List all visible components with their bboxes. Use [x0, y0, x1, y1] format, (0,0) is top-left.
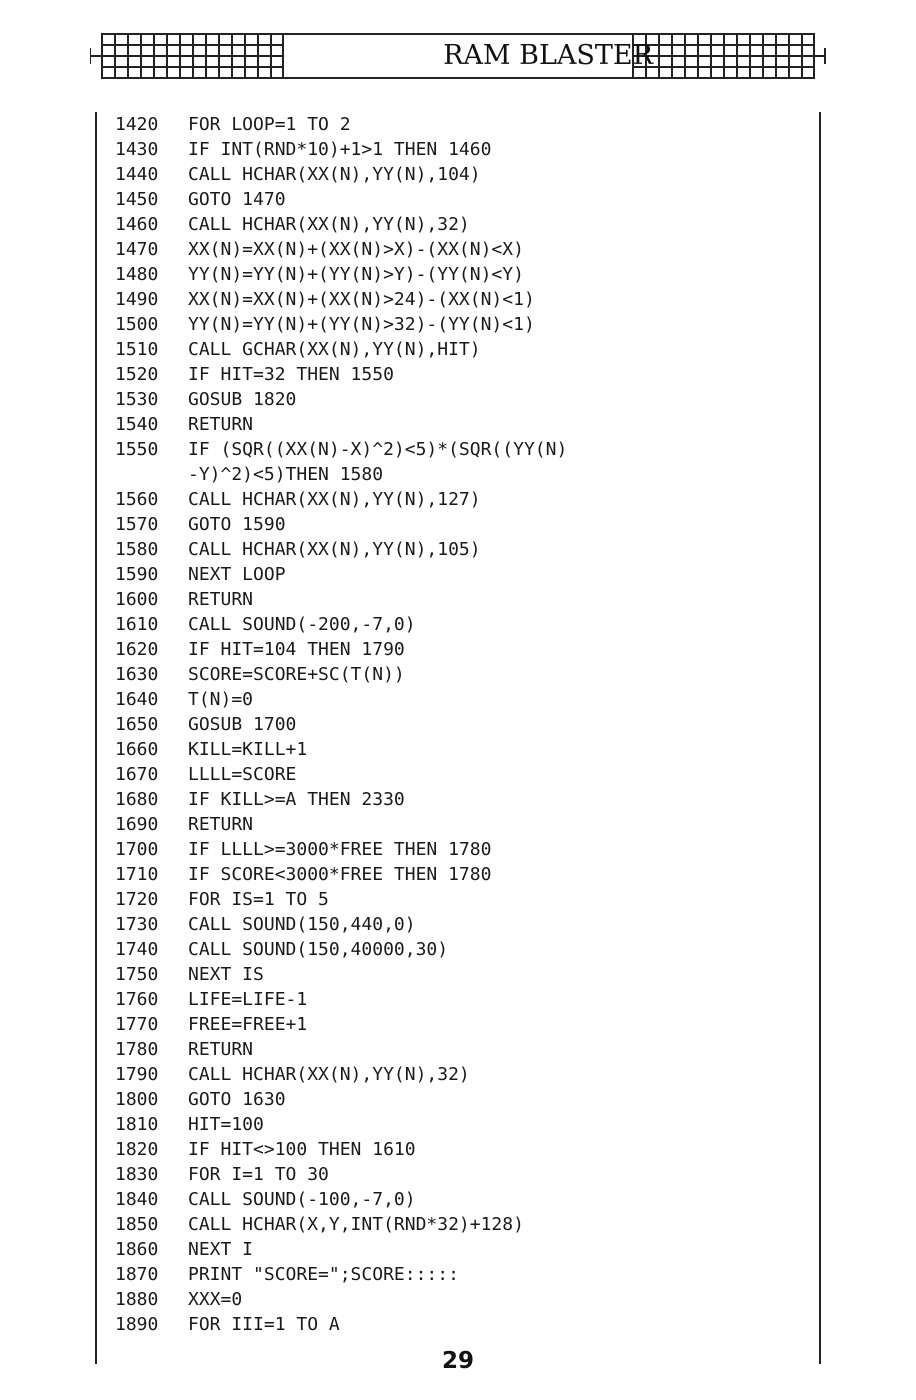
- line-code: FOR LOOP=1 TO 2: [188, 114, 351, 135]
- line-number: 1450: [115, 189, 159, 210]
- line-number: 1670: [115, 764, 159, 785]
- line-code: GOSUB 1700: [188, 714, 297, 735]
- line-number: 1490: [115, 289, 159, 310]
- code-line: [115, 412, 815, 437]
- line-code: XX(N)=XX(N)+(XX(N)>X)-(XX(N)<X): [188, 239, 524, 260]
- line-number: 1520: [115, 364, 159, 385]
- code-line: [115, 937, 815, 962]
- line-code: IF SCORE<3000*FREE THEN 1780: [188, 864, 492, 885]
- code-line: [115, 112, 815, 137]
- line-code: CALL HCHAR(XX(N),YY(N),105): [188, 539, 481, 560]
- code-line: [115, 762, 815, 787]
- line-code: RETURN: [188, 589, 254, 610]
- code-line: [115, 1287, 815, 1312]
- code-line: [115, 612, 815, 637]
- code-line: [115, 537, 815, 562]
- line-code: CALL SOUND(150,40000,30): [188, 939, 449, 960]
- page-title: RAM BLASTER: [443, 40, 653, 71]
- code-line: [115, 137, 815, 162]
- line-number: 1710: [115, 864, 159, 885]
- line-code: XXX=0: [188, 1289, 243, 1310]
- code-line: [115, 1137, 815, 1162]
- line-number: 1660: [115, 739, 159, 760]
- line-code: GOSUB 1820: [188, 389, 297, 410]
- line-number: 1720: [115, 889, 159, 910]
- code-line: [115, 387, 815, 412]
- code-line: [115, 1312, 815, 1337]
- line-number: 1790: [115, 1064, 159, 1085]
- code-line: [115, 962, 815, 987]
- line-code: GOTO 1590: [188, 514, 286, 535]
- line-code: YY(N)=YY(N)+(YY(N)>Y)-(YY(N)<Y): [188, 264, 524, 285]
- line-code: CALL HCHAR(XX(N),YY(N),32): [188, 214, 470, 235]
- code-line: [115, 1262, 815, 1287]
- line-number: 1850: [115, 1214, 159, 1235]
- line-number: 1600: [115, 589, 159, 610]
- line-code: FOR I=1 TO 30: [188, 1164, 329, 1185]
- line-code: IF HIT=32 THEN 1550: [188, 364, 394, 385]
- line-code: SCORE=SCORE+SC(T(N)): [188, 664, 405, 685]
- line-code: T(N)=0: [188, 689, 254, 710]
- line-number: 1640: [115, 689, 159, 710]
- code-line: [115, 287, 815, 312]
- line-number: 1480: [115, 264, 159, 285]
- listing-left-rule: [95, 112, 97, 1364]
- code-line: [115, 337, 815, 362]
- basic-code-listing: [115, 112, 815, 1337]
- line-code: KILL=KILL+1: [188, 739, 308, 760]
- line-number: 1530: [115, 389, 159, 410]
- line-code: CALL HCHAR(XX(N),YY(N),127): [188, 489, 481, 510]
- code-line: [115, 862, 815, 887]
- line-code: LIFE=LIFE-1: [188, 989, 308, 1010]
- line-number: 1700: [115, 839, 159, 860]
- line-code: NEXT I: [188, 1239, 254, 1260]
- line-number: 1570: [115, 514, 159, 535]
- line-number: 1800: [115, 1089, 159, 1110]
- code-line: [115, 1062, 815, 1087]
- line-number: 1430: [115, 139, 159, 160]
- line-code: CALL HCHAR(X,Y,INT(RND*32)+128): [188, 1214, 524, 1235]
- code-line: [115, 487, 815, 512]
- line-number: 1680: [115, 789, 159, 810]
- line-code: GOTO 1470: [188, 189, 286, 210]
- line-code: IF HIT=104 THEN 1790: [188, 639, 405, 660]
- line-number: 1780: [115, 1039, 159, 1060]
- line-number: 1420: [115, 114, 159, 135]
- code-line: [115, 212, 815, 237]
- code-line: [115, 1162, 815, 1187]
- code-line: [115, 812, 815, 837]
- line-code: NEXT LOOP: [188, 564, 286, 585]
- line-code: CALL HCHAR(XX(N),YY(N),104): [188, 164, 481, 185]
- code-line: [115, 1037, 815, 1062]
- code-line: [115, 1112, 815, 1137]
- line-code: FOR III=1 TO A: [188, 1314, 340, 1335]
- line-number: 1730: [115, 914, 159, 935]
- code-line: [115, 162, 815, 187]
- line-code: CALL SOUND(150,440,0): [188, 914, 416, 935]
- line-code: HIT=100: [188, 1114, 264, 1135]
- line-number: 1630: [115, 664, 159, 685]
- line-code: CALL HCHAR(XX(N),YY(N),32): [188, 1064, 470, 1085]
- line-number: 1820: [115, 1139, 159, 1160]
- line-number: 1650: [115, 714, 159, 735]
- line-code: RETURN: [188, 414, 254, 435]
- code-line: [115, 737, 815, 762]
- line-code: IF HIT<>100 THEN 1610: [188, 1139, 416, 1160]
- line-number: 1560: [115, 489, 159, 510]
- code-line: [115, 512, 815, 537]
- code-line: [115, 787, 815, 812]
- line-number: 1510: [115, 339, 159, 360]
- line-code: FOR IS=1 TO 5: [188, 889, 329, 910]
- line-number: 1870: [115, 1264, 159, 1285]
- listing-right-rule: [819, 112, 821, 1364]
- line-number: 1580: [115, 539, 159, 560]
- line-number: 1760: [115, 989, 159, 1010]
- line-code: GOTO 1630: [188, 1089, 286, 1110]
- code-line: [115, 562, 815, 587]
- line-code: RETURN: [188, 1039, 254, 1060]
- line-number: 1460: [115, 214, 159, 235]
- line-number: 1840: [115, 1189, 159, 1210]
- code-line: [115, 187, 815, 212]
- line-code: IF LLLL>=3000*FREE THEN 1780: [188, 839, 492, 860]
- code-line: [115, 887, 815, 912]
- line-code: CALL GCHAR(XX(N),YY(N),HIT): [188, 339, 481, 360]
- line-number: 1860: [115, 1239, 159, 1260]
- page-header: [90, 30, 826, 82]
- line-number: 1890: [115, 1314, 159, 1335]
- code-line: [115, 662, 815, 687]
- code-line: [115, 912, 815, 937]
- line-number: 1690: [115, 814, 159, 835]
- line-number: 1550: [115, 439, 159, 460]
- code-line: [115, 237, 815, 262]
- code-line: [115, 362, 815, 387]
- line-number: 1610: [115, 614, 159, 635]
- line-number: 1590: [115, 564, 159, 585]
- code-line: [115, 1187, 815, 1212]
- line-code: FREE=FREE+1: [188, 1014, 308, 1035]
- line-code: LLLL=SCORE: [188, 764, 297, 785]
- line-code: CALL SOUND(-200,-7,0): [188, 614, 416, 635]
- code-line: [115, 637, 815, 662]
- line-number: 1880: [115, 1289, 159, 1310]
- line-code: PRINT "SCORE=";SCORE:::::: [188, 1264, 459, 1285]
- line-code: RETURN: [188, 814, 254, 835]
- code-line: [115, 1087, 815, 1112]
- line-continuation: -Y)^2)<5)THEN 1580: [188, 464, 384, 485]
- code-line: [115, 1237, 815, 1262]
- line-number: 1770: [115, 1014, 159, 1035]
- line-number: 1440: [115, 164, 159, 185]
- code-line: [115, 987, 815, 1012]
- line-code: CALL SOUND(-100,-7,0): [188, 1189, 416, 1210]
- code-line: [115, 687, 815, 712]
- line-code: XX(N)=XX(N)+(XX(N)>24)-(XX(N)<1): [188, 289, 535, 310]
- line-number: 1540: [115, 414, 159, 435]
- page-number: 29: [441, 1348, 474, 1374]
- code-line: [115, 312, 815, 337]
- line-code: IF KILL>=A THEN 2330: [188, 789, 405, 810]
- line-number: 1500: [115, 314, 159, 335]
- code-line: [115, 262, 815, 287]
- line-code: IF INT(RND*10)+1>1 THEN 1460: [188, 139, 492, 160]
- line-code: NEXT IS: [188, 964, 264, 985]
- line-code: YY(N)=YY(N)+(YY(N)>32)-(YY(N)<1): [188, 314, 535, 335]
- code-line: [115, 712, 815, 737]
- code-line: [115, 437, 815, 462]
- line-number: 1740: [115, 939, 159, 960]
- code-line: [115, 837, 815, 862]
- line-number: 1830: [115, 1164, 159, 1185]
- line-number: 1620: [115, 639, 159, 660]
- code-line: [115, 1212, 815, 1237]
- code-line: [115, 587, 815, 612]
- line-number: 1470: [115, 239, 159, 260]
- line-number: 1750: [115, 964, 159, 985]
- line-code: IF (SQR((XX(N)-X)^2)<5)*(SQR((YY(N): [188, 439, 568, 460]
- code-line: [115, 1012, 815, 1037]
- line-number: 1810: [115, 1114, 159, 1135]
